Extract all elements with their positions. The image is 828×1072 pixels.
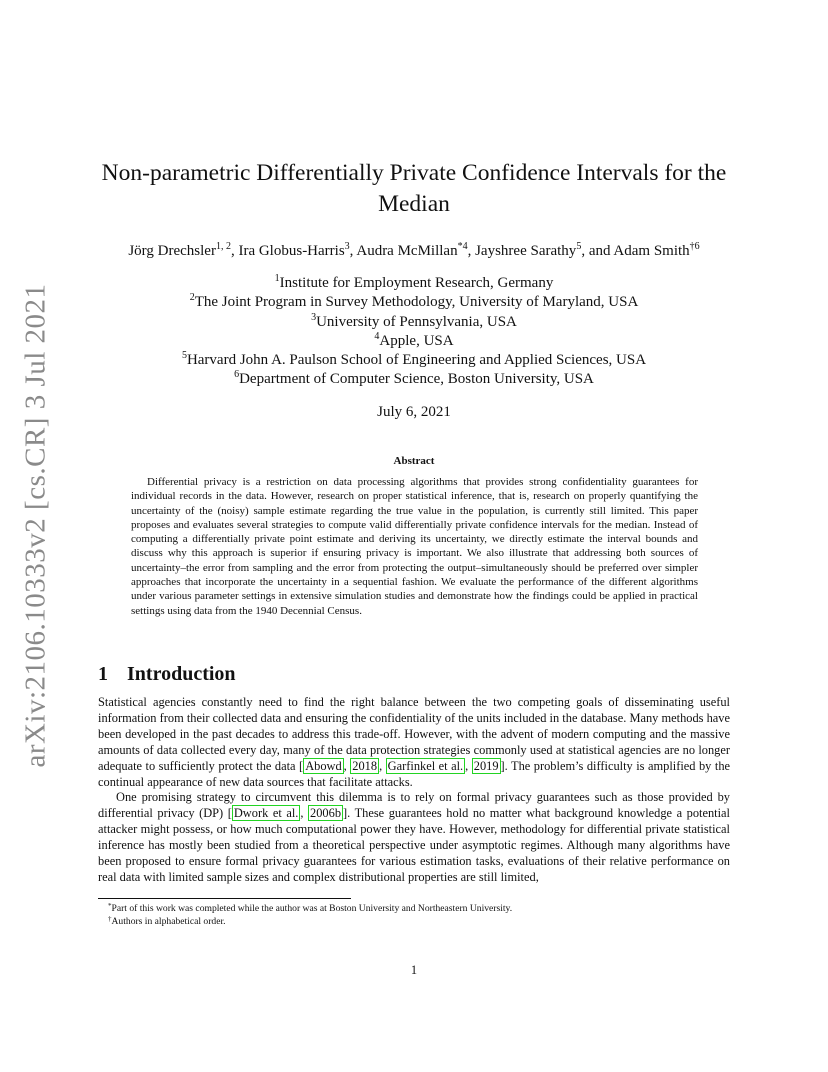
affiliation-item (80, 293, 748, 312)
affiliation-item (80, 313, 748, 332)
author-separator: , (467, 243, 476, 259)
paragraph-text: ]. The problem’s difficulty is amplified by the continual appearance of new data sources that facilitate attacks. (98, 758, 731, 789)
citation-link[interactable]: Abowd (305, 758, 342, 773)
paragraph (98, 695, 730, 790)
affiliation-mark: 1 (274, 273, 280, 284)
arxiv-identifier-stamp (14, 282, 58, 768)
citation-separator: , (465, 758, 472, 773)
affiliation-mark: 2 (189, 292, 195, 304)
author-name: Audra McMillan (356, 243, 458, 259)
section-heading (98, 661, 236, 687)
affiliation-item (80, 370, 748, 389)
author-name: Jayshree Sarathy (475, 243, 577, 259)
citation-link[interactable]: 2018 (352, 758, 378, 773)
footnote-divider (98, 898, 351, 899)
citation-link[interactable]: 2006b (310, 806, 342, 821)
section-number: 1 (98, 663, 108, 685)
footnote (98, 916, 730, 929)
footnote-text: Part of this work was completed while the author was at Boston University and Northeastern University. (111, 903, 513, 914)
section-title: Introduction (127, 663, 236, 685)
page-number: 1 (410, 963, 418, 977)
author-name: Jörg Drechsler (128, 243, 216, 259)
paragraph-text: ]. These guarantees hold no matter what background knowledge a potential attacker might possess, or how much computational power they have. However, methodology for differential private statistical inference has mostly been studied from a theoretical perspective under asymptotic regimes. Although many algorithms have been proposed to ensure formal privacy guarantees for various estimation tasks, evaluations of their relative performance on real data with limited sample sizes and complex distributional properties are still limited, (98, 806, 730, 884)
footnote-text: Authors in alphabetical order. (111, 915, 226, 927)
publication-date: July 6, 2021 (377, 404, 451, 420)
author-affiliation-mark: 3 (344, 241, 350, 252)
author-list (60, 241, 768, 261)
affiliation-text: Institute for Employment Research, Germany (279, 275, 554, 291)
author-affiliation-mark: 5 (576, 241, 582, 252)
arxiv-identifier-text: arXiv:2106.10333v2 [cs.CR] 3 Jul 2021 (19, 282, 52, 768)
affiliation-mark: 4 (374, 330, 380, 342)
citation-separator: , (379, 758, 386, 773)
footnote (98, 903, 730, 916)
affiliation-item (80, 332, 748, 351)
affiliation-mark: 6 (234, 369, 240, 381)
author-affiliation-mark: †6 (689, 241, 700, 252)
paragraph-text: Statistical agencies constantly need to find the right balance between the two competing goals of disseminating useful information from their collected data and ensuring the confidentiality of the units included in the database. Many methods have been developed in the past decades to address this trade-off. However, with the advent of modern computing and the massive amounts of data collected every day, many of the data protection strategies commonly used at statistical agencies are no longer adequate to sufficiently protect the data [ (98, 695, 730, 773)
affiliation-mark: 3 (311, 311, 317, 323)
affiliation-text: Apple, USA (379, 332, 454, 349)
affiliation-item (80, 351, 748, 370)
citation-link[interactable]: Dwork et al. (233, 806, 299, 821)
author-separator: , (230, 243, 239, 259)
author-name: Ira Globus-Harris (238, 243, 345, 259)
affiliation-list (80, 274, 748, 390)
paragraph-text: One promising strategy to circumvent this dilemma is to rely on formal privacy guarantees such as those provided by differential privacy (DP) [ (98, 790, 730, 821)
citation-link[interactable]: 2019 (473, 758, 499, 773)
footnote-mark: † (108, 914, 112, 923)
author-affiliation-mark: 1, 2 (215, 241, 231, 252)
paper-title (80, 158, 748, 220)
title-line-2: Median (378, 191, 450, 217)
affiliation-text: University of Pennsylvania, USA (316, 313, 517, 330)
citation-link[interactable]: Garfinkel et al. (387, 758, 464, 773)
citation-separator: , (343, 758, 351, 773)
footnote-mark: * (108, 902, 112, 910)
author-name: Adam Smith (613, 243, 690, 259)
title-line-1: Non-parametric Differentially Private Confidence Intervals for the (101, 160, 727, 186)
body-text (98, 695, 730, 886)
paragraph (98, 790, 730, 885)
abstract-heading: Abstract (393, 455, 435, 467)
affiliation-mark: 5 (181, 350, 187, 362)
affiliation-text: Department of Computer Science, Boston University, USA (239, 371, 594, 388)
citation-separator: , (300, 806, 309, 821)
author-separator: , and (581, 243, 614, 259)
affiliation-item (80, 274, 748, 293)
author-separator: , (349, 243, 357, 259)
abstract-text: Differential privacy is a restriction on data processing algorithms that provides strong confidentiality guarantees for individual records in the data. However, research on proper statistical inference, that is, research on properly quantifying the uncertainty of the (noisy) sample estimate regarding the true value in the population, is currently still limited. This paper proposes and evaluates several strategies to compute valid differentially private confidence intervals for the median. Instead of computing a differentially private point estimate and deriving its uncertainty, we directly estimate the interval bounds and discuss why this approach is superior if ensuring privacy is important. We also illustrate that addressing both sources of uncertainty–the error from sampling and the error from protecting the output–simultaneously should be preferred over simpler approaches that incorporate the uncertainty in a sequential fashion. We evaluate the performance of the different algorithms under various parameter settings in extensive simulation studies and demonstrate how the findings could be applied in practical settings using data from the 1940 Decennial Census. (131, 476, 698, 617)
affiliation-text: The Joint Program in Survey Methodology, University of Maryland, USA (194, 294, 639, 311)
author-affiliation-mark: *4 (457, 241, 468, 252)
affiliation-text: Harvard John A. Paulson School of Engineering and Applied Sciences, USA (186, 352, 647, 369)
footnote-list (98, 903, 730, 928)
